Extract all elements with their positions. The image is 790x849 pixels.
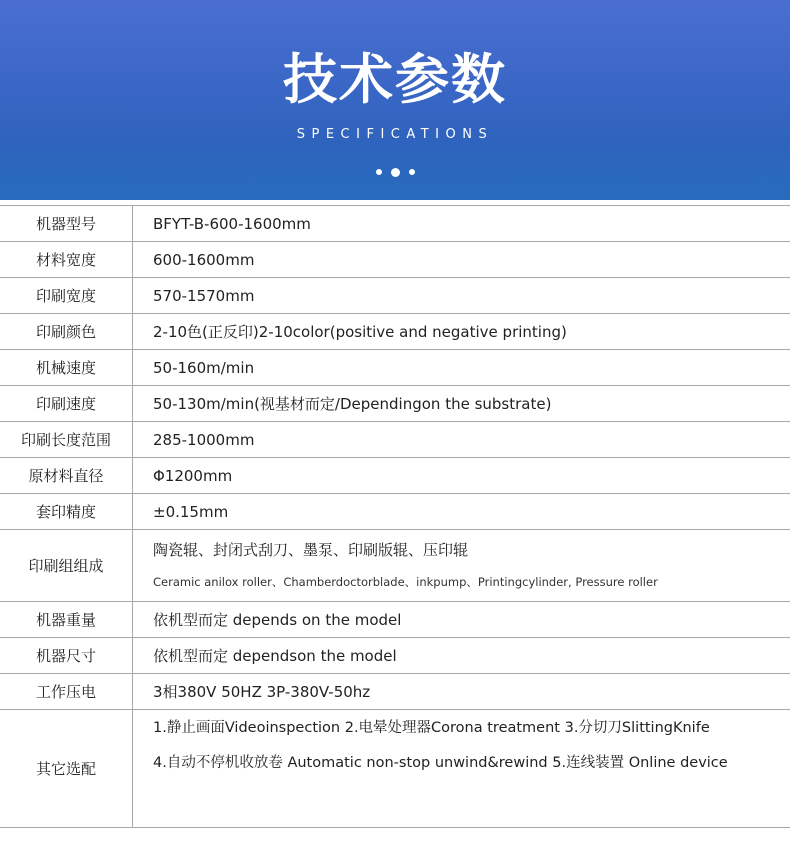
spec-label: 机械速度 bbox=[0, 350, 133, 385]
spec-row-print-length bbox=[0, 422, 790, 458]
spec-label: 原材料直径 bbox=[0, 458, 133, 493]
spec-label: 材料宽度 bbox=[0, 242, 133, 277]
page-subtitle: SPECIFICATIONS bbox=[296, 127, 494, 142]
spec-table bbox=[0, 205, 790, 828]
spec-value: 570-1570mm bbox=[153, 286, 255, 305]
spec-value bbox=[133, 710, 790, 827]
spec-label: 套印精度 bbox=[0, 494, 133, 529]
spec-value-line-1: 1.静止画面Videoinspection 2.电晕处理器Corona treatment 3.分切刀SlittingKnife bbox=[153, 720, 710, 736]
spec-value: 2-10色(正反印)2-10color(positive and negative printing) bbox=[153, 323, 567, 341]
dot-icon bbox=[391, 168, 400, 177]
spec-label: 印刷速度 bbox=[0, 386, 133, 421]
spec-value-line-2: 4.自动不停机收放卷 Automatic non-stop unwind&rewind 5.连线装置 Online device bbox=[153, 755, 728, 771]
dot-icon bbox=[409, 169, 415, 175]
spec-label: 印刷颜色 bbox=[0, 314, 133, 349]
spec-row-dimensions bbox=[0, 638, 790, 674]
spec-value-zh: 陶瓷辊、封闭式刮刀、墨泵、印刷版辊、压印辊 bbox=[153, 541, 469, 559]
spec-value: 50-160m/min bbox=[153, 358, 255, 377]
spec-label: 机器尺寸 bbox=[0, 638, 133, 673]
spec-row-print-color bbox=[0, 314, 790, 350]
spec-label: 其它选配 bbox=[0, 710, 133, 827]
dot-icon bbox=[376, 169, 382, 175]
page-title: 技术参数 bbox=[283, 48, 507, 111]
spec-label: 印刷长度范围 bbox=[0, 422, 133, 457]
spec-label: 印刷组组成 bbox=[0, 530, 133, 601]
spec-row-machine-speed bbox=[0, 350, 790, 386]
spec-value: ±0.15mm bbox=[153, 502, 229, 521]
header-banner bbox=[0, 0, 790, 200]
spec-row-options bbox=[0, 710, 790, 828]
spec-label: 印刷宽度 bbox=[0, 278, 133, 313]
spec-row-model bbox=[0, 206, 790, 242]
spec-label: 机器重量 bbox=[0, 602, 133, 637]
spec-value: 600-1600mm bbox=[153, 250, 255, 269]
spec-row-diameter bbox=[0, 458, 790, 494]
spec-row-weight bbox=[0, 602, 790, 638]
spec-row-power bbox=[0, 674, 790, 710]
spec-row-print-width bbox=[0, 278, 790, 314]
spec-value: 285-1000mm bbox=[153, 430, 255, 449]
spec-value: 3相380V 50HZ 3P-380V-50hz bbox=[153, 683, 371, 701]
spec-value: BFYT-B-600-1600mm bbox=[153, 214, 311, 233]
spec-value-en: Ceramic anilox roller、Chamberdoctorblade、inkpump、Printingcylinder, Pressure roller bbox=[153, 575, 658, 589]
decorative-dots bbox=[0, 166, 790, 178]
spec-label: 工作压电 bbox=[0, 674, 133, 709]
spec-value: 50-130m/min(视基材而定/Dependingon the substrate) bbox=[153, 395, 552, 413]
spec-row-print-speed bbox=[0, 386, 790, 422]
spec-row-registration bbox=[0, 494, 790, 530]
spec-value: Φ1200mm bbox=[153, 466, 233, 485]
spec-row-print-unit bbox=[0, 530, 790, 602]
spec-row-material-width bbox=[0, 242, 790, 278]
spec-value: 依机型而定 depends on the model bbox=[153, 611, 402, 629]
spec-label: 机器型号 bbox=[0, 206, 133, 241]
spec-value bbox=[133, 530, 790, 601]
spec-value: 依机型而定 dependson the model bbox=[153, 647, 397, 665]
